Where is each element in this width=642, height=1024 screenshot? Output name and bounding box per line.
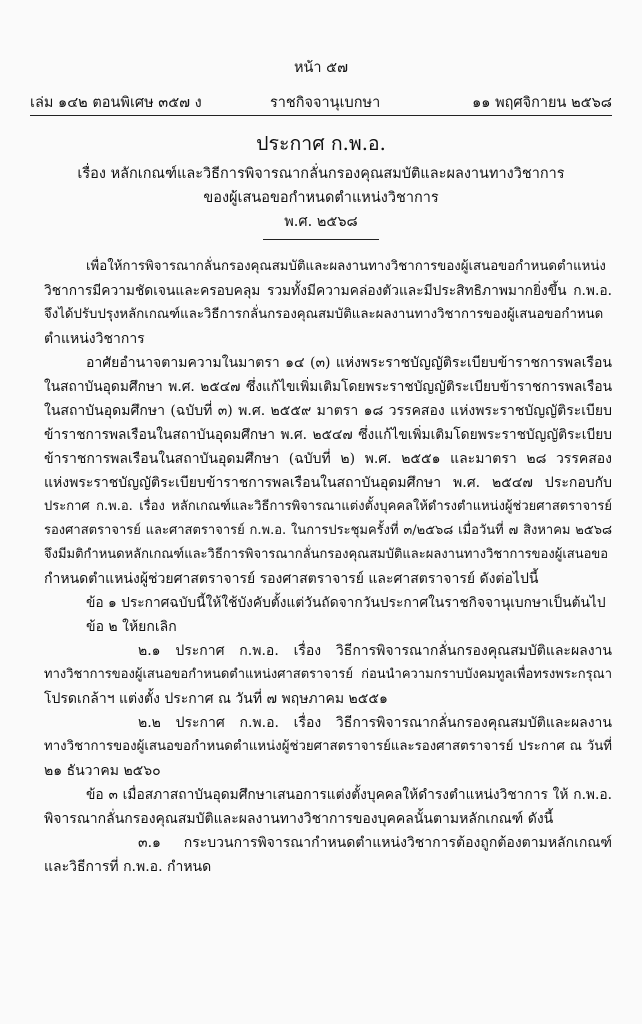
publication-date: ๑๑ พฤศจิกายน ๒๕๖๘ — [472, 95, 612, 111]
body-line: อาศัยอำนาจตามความในมาตรา ๑๔ (๓) แห่งพระราชบัญญัติระเบียบข้าราชการพลเรือน — [86, 355, 612, 371]
body-line: ๒๑ ธันวาคม ๒๕๖๐ — [44, 763, 161, 779]
body-line: ในสถาบันอุดมศึกษา พ.ศ. ๒๕๔๗ ซึ่งแก้ไขเพิ่มเติมโดยพระราชบัญญัติระเบียบข้าราชการพลเรือน — [44, 379, 612, 395]
gazette-header — [30, 87, 612, 116]
body-line: แห่งพระราชบัญญัติระเบียบข้าราชการพลเรือนในสถาบันอุดมศึกษา พ.ศ. ๒๕๔๗ ประกอบกับ — [44, 475, 612, 491]
body-line: ตำแหน่งวิชาการ — [44, 331, 145, 347]
body-line: ประกาศ ก.พ.อ. เรื่อง หลักเกณฑ์และวิธีการพิจารณาแต่งตั้งบุคคลให้ดำรงตำแหน่งผู้ช่วยศาสตราจารย์ — [44, 499, 612, 514]
body-line: จึงมีมติกำหนดหลักเกณฑ์และวิธีการพิจารณากลั่นกรองคุณสมบัติและผลงานทางวิชาการของผู้เสนอขอ — [44, 547, 609, 562]
body-line: รองศาสตราจารย์ และศาสตราจารย์ ก.พ.อ. ในการประชุมครั้งที่ ๓/๒๕๖๘ เมื่อวันที่ ๗ สิงหาคม ๒๕๖๘ — [44, 523, 612, 538]
clause-2: ข้อ ๒ ให้ยกเลิก — [86, 619, 177, 635]
title-divider — [263, 239, 379, 240]
clause-2-1: ๒.๑ ประกาศ ก.พ.อ. เรื่อง วิธีการพิจารณากลั่นกรองคุณสมบัติและผลงาน — [138, 643, 612, 659]
clause-1: ข้อ ๑ ประกาศฉบับนี้ให้ใช้บังคับตั้งแต่วันถัดจากวันประกาศในราชกิจจานุเบกษาเป็นต้นไป — [86, 595, 606, 611]
body-line: และวิธีการที่ ก.พ.อ. กำหนด — [44, 859, 212, 875]
announcement-subject-line-1: เรื่อง หลักเกณฑ์และวิธีการพิจารณากลั่นกรองคุณสมบัติและผลงานทางวิชาการ — [77, 166, 565, 182]
clause-3-1: ๓.๑ กระบวนการพิจารณากำหนดตำแหน่งวิชาการต้องถูกต้องตามหลักเกณฑ์ — [138, 835, 612, 851]
volume-issue: เล่ม ๑๔๒ ตอนพิเศษ ๓๕๗ ง — [30, 95, 202, 111]
body-line: ข้าราชการพลเรือนในสถาบันอุดมศึกษา (ฉบับที่ ๒) พ.ศ. ๒๕๕๑ และมาตรา ๒๘ วรรคสอง — [44, 451, 612, 467]
body-line: ข้าราชการพลเรือนในสถาบันอุดมศึกษา พ.ศ. ๒๕๔๗ ซึ่งแก้ไขเพิ่มเติมโดยพระราชบัญญัติระเบียบ — [44, 427, 612, 443]
body-line: เพื่อให้การพิจารณากลั่นกรองคุณสมบัติและผลงานทางวิชาการของผู้เสนอขอกำหนดตำแหน่ง — [86, 259, 606, 274]
clause-3: ข้อ ๓ เมื่อสภาสถาบันอุดมศึกษาเสนอการแต่งตั้งบุคคลให้ดำรงตำแหน่งวิชาการ ให้ ก.พ.อ. — [86, 787, 612, 803]
page-number: หน้า ๕๗ — [293, 60, 349, 76]
body-line: พิจารณากลั่นกรองคุณสมบัติและผลงานทางวิชาการของบุคคลนั้นตามหลักเกณฑ์ ดังนี้ — [44, 811, 554, 827]
body-line: วิชาการมีความชัดเจนและครอบคลุม รวมทั้งมีความคล่องตัวและมีประสิทธิภาพมากยิ่งขึ้น ก.พ.อ. — [44, 283, 612, 299]
body-line: กำหนดตำแหน่งผู้ช่วยศาสตราจารย์ รองศาสตราจารย์ และศาสตราจารย์ ดังต่อไปนี้ — [44, 571, 539, 587]
body-line: ทางวิชาการของผู้เสนอขอกำหนดตำแหน่งศาสตราจารย์ ก่อนนำความกราบบังคมทูลเพื่อทรงพระกรุณา — [44, 667, 612, 682]
body-line: โปรดเกล้าฯ แต่งตั้ง ประกาศ ณ วันที่ ๗ พฤษภาคม ๒๕๕๑ — [44, 691, 388, 707]
body-line: จึงได้ปรับปรุงหลักเกณฑ์และวิธีการกลั่นกรองคุณสมบัติและผลงานทางวิชาการของผู้เสนอขอกำหนด — [44, 307, 604, 322]
announcement-subject-line-2: ของผู้เสนอขอกำหนดตำแหน่งวิชาการ — [203, 190, 439, 206]
announcement-year: พ.ศ. ๒๕๖๘ — [284, 214, 358, 230]
clause-2-2: ๒.๒ ประกาศ ก.พ.อ. เรื่อง วิธีการพิจารณากลั่นกรองคุณสมบัติและผลงาน — [138, 715, 612, 731]
body-line: ทางวิชาการของผู้เสนอขอกำหนดตำแหน่งผู้ช่วยศาสตราจารย์และรองศาสตราจารย์ ประกาศ ณ วันที่ — [44, 739, 612, 754]
gazette-name: ราชกิจจานุเบกษา — [270, 95, 381, 111]
announcement-title: ประกาศ ก.พ.อ. — [256, 132, 386, 155]
body-line: ในสถาบันอุดมศึกษา (ฉบับที่ ๓) พ.ศ. ๒๕๕๙ มาตรา ๑๘ วรรคสอง แห่งพระราชบัญญัติระเบียบ — [44, 403, 612, 419]
